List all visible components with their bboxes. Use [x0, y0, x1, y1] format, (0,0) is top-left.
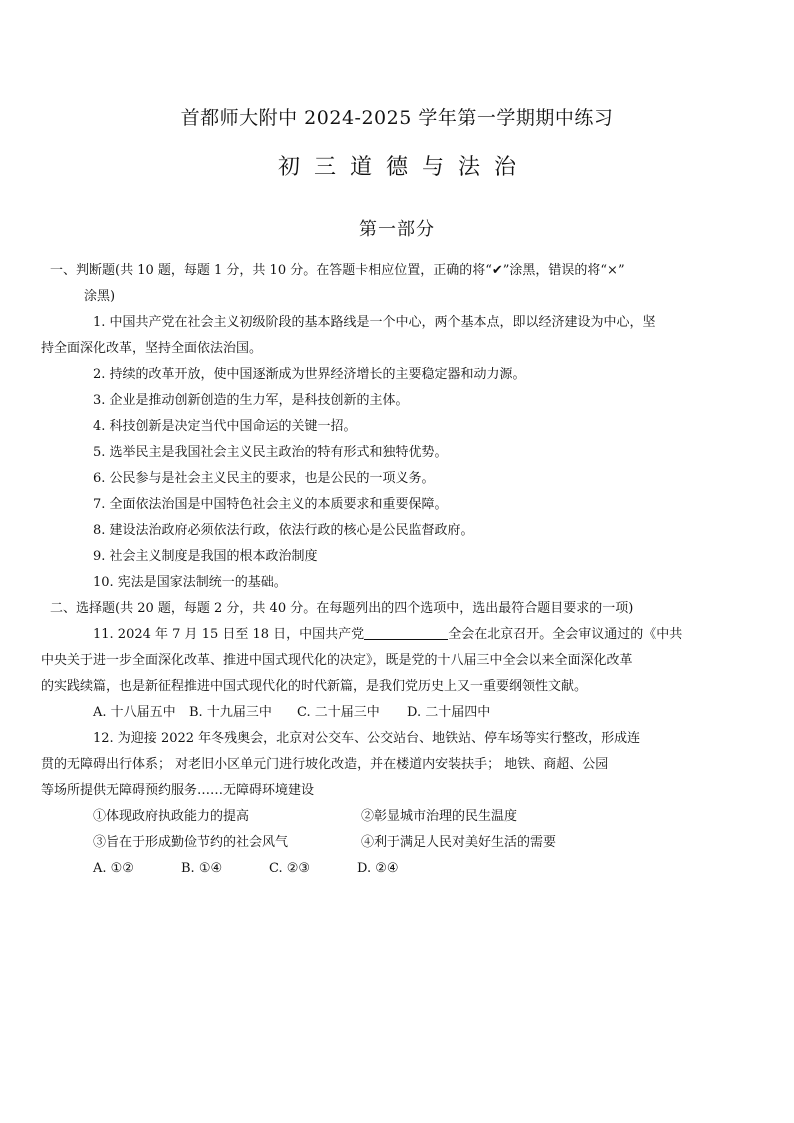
option-a: A. 十八届五中 — [93, 705, 176, 720]
question-1 — [41, 310, 729, 362]
question-11-line3: 的实践续篇，也是新征程推进中国式现代化的时代新篇，是我们党历史上又一重要纲领性文献。 — [41, 679, 588, 694]
question-12-line3: 等场所提供无障碍预约服务……无障碍环境建设 — [41, 783, 315, 798]
option-d: D. 二十届四中 — [407, 705, 491, 720]
question-8: 8. 建设法治政府必须依法行政，依法行政的核心是公民监督政府。 — [93, 523, 474, 538]
option-c: C. ②③ — [269, 861, 311, 876]
exam-content — [41, 258, 729, 882]
question-11-stem-after: 全会在北京召开。全会审议通过的《中共 — [448, 627, 683, 642]
option-c: C. 二十届三中 — [297, 705, 380, 720]
question-11 — [41, 622, 729, 700]
question-12-line2: 贯的无障碍出行体系； 对老旧小区单元门进行坡化改造，并在楼道内安装扶手； 地铁、商超、公园 — [41, 757, 609, 772]
answer-blank — [364, 623, 448, 640]
question-3: 3. 企业是推动创新创造的生力军，是科技创新的主体。 — [93, 393, 409, 408]
part-heading: 第一部分 — [359, 219, 435, 240]
question-11-options — [67, 700, 729, 726]
question-12-options — [67, 856, 729, 882]
question-2: 2. 持续的改革开放，使中国逐渐成为世界经济增长的主要稳定器和动力源。 — [93, 367, 526, 382]
question-11-line2: 中央关于进一步全面深化改革、推进中国式现代化的决定》，既是党的十八届三中全会以来全面深化改革 — [41, 653, 633, 668]
statement-4: ④利于满足人民对美好生活的需要 — [361, 835, 557, 850]
question-5: 5. 选举民主是我国社会主义民主政治的特有形式和独特优势。 — [93, 445, 448, 460]
section1-heading — [50, 258, 729, 310]
question-12 — [41, 726, 729, 804]
question-6: 6. 公民参与是社会主义民主的要求，也是公民的一项义务。 — [93, 471, 435, 486]
question-12-line1: 12. 为迎接 2022 年冬残奥会，北京对公交车、公交站台、地铁站、停车场等实行整改，形成连 — [93, 731, 641, 746]
question-12-statements-row2 — [67, 830, 729, 856]
section1-heading-line1: 一、判断题(共 10 题，每题 1 分，共 10 分。在答题卡相应位置，正确的将“✔”涂黑，错误的将“×” — [50, 263, 625, 278]
statement-1: ①体现政府执政能力的提高 — [93, 809, 250, 824]
option-b: B. ①④ — [181, 861, 223, 876]
question-1-line1: 1. 中国共产党在社会主义初级阶段的基本路线是一个中心，两个基本点，即以经济建设为中心，坚 — [93, 315, 656, 330]
statement-3: ③旨在于形成勤俭节约的社会风气 — [93, 835, 289, 850]
option-b: B. 十九届三中 — [189, 705, 272, 720]
question-4: 4. 科技创新是决定当代中国命运的关键一招。 — [93, 419, 357, 434]
subject-title: 初三道德与法治 — [277, 155, 530, 180]
exam-title: 首都师大附中 2024-2025 学年第一学期期中练习 — [180, 107, 614, 129]
question-10: 10. 宪法是国家法制统一的基础。 — [93, 575, 287, 590]
question-12-statements-row1 — [67, 804, 729, 830]
option-d: D. ②④ — [357, 861, 399, 876]
question-11-stem-before: 11. 2024 年 7 月 15 日至 18 日，中国共产党 — [93, 627, 365, 642]
statement-2: ②彰显城市治理的民生温度 — [361, 809, 518, 824]
question-7: 7. 全面依法治国是中国特色社会主义的本质要求和重要保障。 — [93, 497, 448, 512]
question-1-line2: 持全面深化改革，坚持全面依法治国。 — [41, 341, 263, 356]
section1-heading-line2: 涂黑) — [84, 289, 116, 304]
option-a: A. ①② — [93, 861, 134, 876]
section2-heading: 二、选择题(共 20 题，每题 2 分，共 40 分。在每题列出的四个选项中，选出最符合题目要求的一项) — [50, 601, 634, 616]
question-9: 9. 社会主义制度是我国的根本政治制度 — [93, 549, 318, 564]
